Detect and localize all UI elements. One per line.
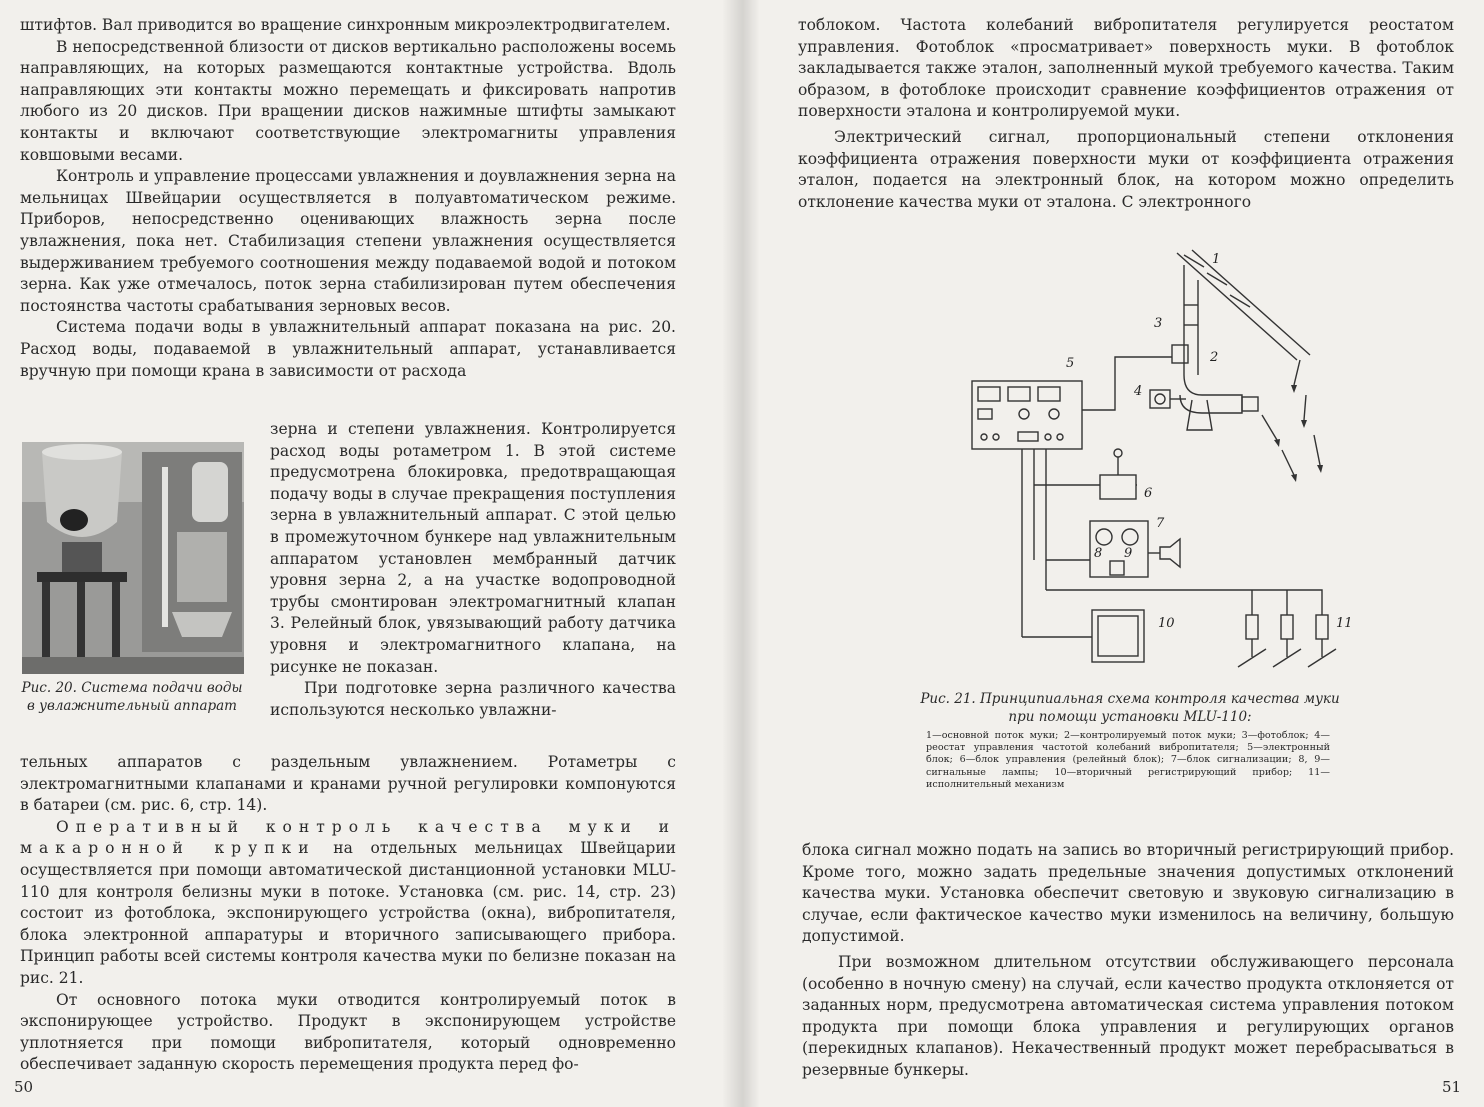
page-number: 50 bbox=[14, 1078, 34, 1096]
paragraph: Электрический сигнал, пропорциональный степени отклонения коэффициента отражения поверхности муки от коэффициента отражения эталон, подается на электронный блок, на котором можно определить отклонение качества муки от эталона. С электронного bbox=[798, 127, 1454, 211]
left-text-bottom bbox=[20, 752, 676, 1076]
figure-20-photo bbox=[22, 442, 244, 674]
diagram-label: 6 bbox=[1144, 486, 1153, 501]
right-text-top bbox=[798, 15, 1454, 213]
diagram-label: 1 bbox=[1212, 252, 1221, 267]
figure-21-legend: 1—основной поток муки; 2—контролируемый поток муки; 3—фотоблок; 4—реостат управления частотой колебаний вибропитателя; 5—электронный блок; 6—блок управления (релейный блок); 7—блок сигнализации; 8, 9—сигнальные лампы; 10—вторичный регистрирующий прибор; 11—исполнительный механизм bbox=[926, 730, 1330, 790]
page-number: 51 bbox=[1442, 1078, 1462, 1096]
diagram-label: 5 bbox=[1066, 356, 1075, 371]
diagram-label: 11 bbox=[1336, 616, 1353, 631]
right-text-bottom bbox=[802, 840, 1454, 1082]
left-text-top bbox=[20, 15, 676, 382]
figure-21-diagram bbox=[922, 245, 1362, 675]
paragraph: Контроль и управление процессами увлажнения и доувлажнения зерна на мельницах Швейцарии осуществляется в полуавтоматическом режиме. Приборов, непосредственно оценивающих влажность зерна после увлажнения, пока нет. Стабилизация степени увлажнения осуществляется выдерживанием требуемого соотношения между подаваемой водой и потоком зерна. Как уже отмечалось, поток зерна стабилизирован путем обеспечения постоянства частоты срабатывания зерновых весов. bbox=[20, 167, 676, 315]
diagram-label: 2 bbox=[1210, 350, 1219, 365]
left-wrap-text bbox=[270, 419, 676, 721]
paragraph: В непосредственной близости от дисков вертикально расположены восемь направляющих, на которых размещаются контактные устройства. Вдоль направляющих эти контакты можно перемещать и фиксировать напротив любого из 20 дисков. При вращении дисков нажимные штифты замыкают контакты и включают соответствующие электромагниты управления ковшовыми весами. bbox=[20, 37, 676, 164]
figure-20-caption: Рис. 20. Система подачи воды в увлажнительный аппарат bbox=[21, 680, 243, 714]
paragraph: штифтов. Вал приводится во вращение синхронным микроэлектродвигателем. bbox=[20, 16, 671, 34]
diagram-label: 4 bbox=[1134, 384, 1143, 399]
diagram-label: 9 bbox=[1124, 546, 1133, 561]
paragraph: Система подачи воды в увлажнительный аппарат показана на рис. 20. Расход воды, подаваемой в увлажнительный аппарат, устанавливается вручную при помощи крана в зависимости от расхода bbox=[20, 318, 676, 380]
paragraph bbox=[20, 817, 676, 990]
paragraph-text: на отдельных мельницах Швейцарии осуществляется при помощи автоматической дистанционной установки MLU-110 для контроля белизны муки в потоке. Установка (см. рис. 14, стр. 23) состоит из фотоблока, экспонирующего устройства (окна), вибропитателя, блока электронной аппаратуры и вторичного записывающего прибора. Принцип работы всей системы контроля качества муки по белизне показан на рис. 21. bbox=[20, 839, 676, 987]
paragraph: тоблоком. Частота колебаний вибропитателя регулируется реостатом управления. Фотоблок «просматривает» поверхность муки. В фотоблок закладывается также эталон, заполненный мукой требуемого качества. Таким образом, в фотоблоке происходит сравнение коэффициентов отражения от поверхности эталона и контролируемой муки. bbox=[798, 16, 1454, 121]
diagram-label: 7 bbox=[1156, 516, 1165, 531]
diagram-label: 3 bbox=[1154, 316, 1163, 331]
section-heading: Оперативный контроль качества муки и макаронной крупки bbox=[20, 817, 676, 858]
diagram-label: 10 bbox=[1158, 616, 1175, 631]
paragraph: При подготовке зерна различного качества используются несколько увлажни- bbox=[270, 679, 676, 719]
paragraph: При возможном длительном отсутствии обслуживающего персонала (особенно в ночную смену) на случай, если качество продукта отклоняется от заданных норм, предусмотрена автоматическая система управления потоком продукта при помощи блока управления и регулирующих органов (перекидных клапанов). Некачественный продукт может перебрасываться в резервные бункеры. bbox=[802, 952, 1454, 1079]
paragraph: От основного потока муки отводится контролируемый поток в экспонирующее устройство. Продукт в экспонирующем устройстве уплотняется при помощи вибропитателя, который одновременно обеспечивает заданную скорость перемещения продукта перед фо- bbox=[20, 990, 676, 1074]
diagram-label: 8 bbox=[1094, 546, 1103, 561]
paragraph: блока сигнал можно подать на запись во вторичный регистрирующий прибор. Кроме того, можно задать предельные значения допустимых отклонений качества муки. Установка обеспечит световую и звуковую сигнализацию в случае, если фактическое качество муки изменилось на величину, большую допустимой. bbox=[802, 841, 1454, 946]
right-page bbox=[742, 0, 1484, 1107]
paragraph: зерна и степени увлажнения. Контролируется расход воды ротаметром 1. В этой системе предусмотрена блокировка, предотвращающая подачу воды в случае прекращения поступления зерна в увлажнительный аппарат. С этой целью в промежуточном бункере над увлажнительным аппаратом установлен мембранный датчик уровня зерна 2, а на участке водопроводной трубы смонтирован электромагнитный клапан 3. Релейный блок, увязывающий работу датчика уровня и электромагнитного клапана, на рисунке не показан. bbox=[270, 420, 676, 676]
paragraph: тельных аппаратов с раздельным увлажнением. Ротаметры с электромагнитными клапанами и кранами ручной регулировки компонуются в батареи (см. рис. 6, стр. 14). bbox=[20, 753, 676, 815]
figure-21-caption: Рис. 21. Принципиальная схема контроля качества муки при помощи установки MLU-110: bbox=[920, 691, 1340, 725]
book-gutter bbox=[722, 0, 760, 1107]
